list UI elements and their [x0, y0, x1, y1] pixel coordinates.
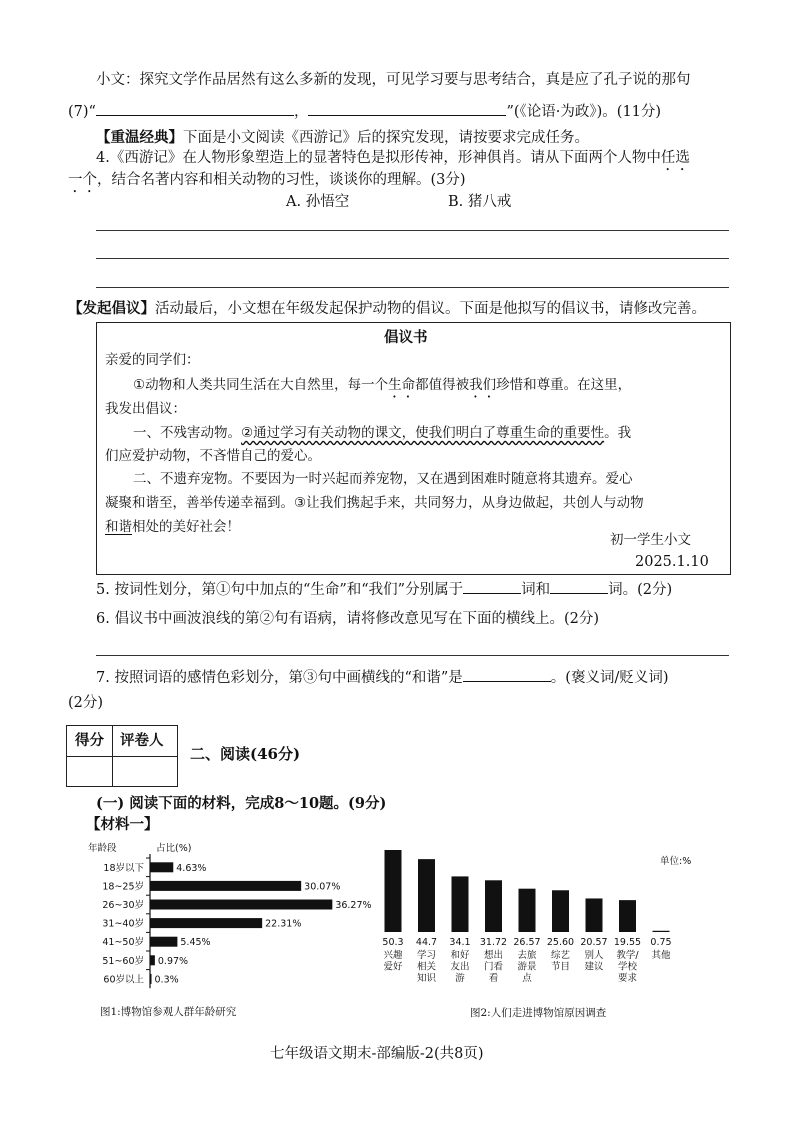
proposal-signature: 初一学生小文 [610, 532, 691, 548]
value-label: 19.55 [613, 937, 642, 948]
section-proposal-heading: 【发起倡议】活动最后，小文想在年级发起保护动物的倡议。下面是他拟写的倡议书，请修改完善。 [68, 300, 706, 317]
bar [150, 881, 301, 891]
proposal-paragraph-2-cont: 们应爱护动物，不吝惜自己的爱心。 [105, 448, 321, 464]
material1-label: 【材料一】 [86, 816, 159, 833]
question-7-score: (2分) [68, 695, 104, 711]
question-6: 6. 倡议书中画波浪线的第②句有语病，请将修改意见写在下面的横线上。(2分) [96, 611, 599, 627]
bar [385, 850, 402, 932]
dotted-word-life: 生命 [388, 377, 416, 393]
question-7-fill: (7)“ ， ”(《论语·为政》)。(11分) [68, 101, 661, 122]
category-label: 要求 [617, 973, 638, 984]
reading-part1-instruction: (一) 阅读下面的材料，完成8～10题。(9分) [96, 795, 387, 812]
unit-label: 单位:% [660, 856, 692, 867]
value-label: 25.60 [546, 937, 575, 948]
option-a: A. 孙悟空 [286, 194, 350, 210]
proposal-greeting: 亲爱的同学们： [105, 352, 200, 368]
value-label: 4.63% [176, 862, 207, 874]
category-label: 教学/ [616, 950, 639, 961]
answer-line[interactable] [96, 258, 729, 259]
proposal-paragraph-2: 一、不残害动物。②通过学习有关动物的课文，使我们明白了尊重生命的重要性。我 [133, 425, 632, 441]
category-label: 门看 [483, 961, 504, 973]
category-label: 18~25岁 [102, 881, 144, 893]
answer-blank[interactable] [308, 101, 506, 116]
category-label: 去旅 [517, 950, 537, 961]
category-label: 60岁以上 [103, 974, 144, 986]
value-label: 5.45% [180, 937, 211, 949]
score-label: 得分 [75, 732, 104, 749]
proposal-paragraph-3: 二、不遗弃宠物。不要因为一时兴起而养宠物，又在遇到困难时随意将其遗弃。爱心 [133, 471, 633, 487]
category-label: 41~50岁 [102, 937, 144, 949]
value-label: 44.7 [415, 937, 438, 948]
bar [552, 890, 569, 932]
bar [619, 900, 636, 932]
question-7: 7. 按照词语的感情色彩划分，第③句中画横线的“和谐”是 。(褒义词/贬义词) [96, 667, 668, 688]
proposal-date: 2025.1.10 [635, 554, 709, 570]
category-label: 建议 [584, 961, 604, 973]
answer-blank[interactable] [96, 101, 294, 116]
question-4-line1: 4.《西游记》在人物形象塑造上的显著特色是拟形传神，形神俱肖。请从下面两个人物中任选 [96, 150, 690, 166]
bar [586, 898, 603, 932]
category-label: 友出 [450, 961, 470, 973]
y-axis-label: 年龄段 [88, 843, 117, 854]
category-label: 游 [455, 973, 465, 984]
proposal-paragraph-1: ①动物和人类共同生活在大自然里，每一个生命都值得被我们珍惜和尊重。在这里， [133, 377, 632, 393]
reason-chart [372, 840, 732, 1020]
category-label: 点 [522, 973, 532, 984]
answer-blank[interactable] [463, 579, 521, 594]
value-label: 0.3% [154, 974, 179, 986]
answer-blank[interactable] [550, 579, 608, 594]
value-label: 31.72 [479, 937, 508, 948]
category-label: 别人 [584, 950, 604, 961]
value-label: 0.97% [157, 955, 189, 967]
proposal-paragraph-3-cont: 凝聚和谐至，善举传递幸福到。③让我们携起手来，共同努力，从身边做起，共创人与动物 [105, 495, 644, 511]
category-label: 兴趣 [383, 950, 403, 961]
score-input-cell[interactable] [68, 757, 110, 785]
age-chart [80, 836, 380, 1021]
value-label: 36.27% [335, 900, 372, 911]
proposal-paragraph-1-cont: 我发出倡议： [105, 401, 186, 417]
proposal-title: 倡议书 [384, 329, 428, 346]
bar [150, 955, 155, 965]
bar [485, 880, 502, 932]
intro-text: 小文：探究文学作品居然有这么多新的发现，可见学习要与思考结合，真是应了孔子说的那句 [96, 72, 691, 88]
category-label: 游景 [517, 961, 537, 973]
answer-line[interactable] [96, 230, 729, 231]
underlined-word-harmony: 和谐 [105, 519, 132, 535]
category-label: 学校 [617, 961, 638, 973]
category-label: 节目 [550, 961, 571, 973]
bar [150, 862, 173, 872]
category-label: 爱好 [383, 961, 403, 973]
option-b: B. 猪八戒 [448, 194, 512, 210]
category-label: 综艺 [550, 950, 571, 961]
bar [452, 876, 469, 932]
value-label: 34.1 [449, 937, 471, 948]
chart-title: 图1:博物馆参观人群年龄研究 [100, 1006, 237, 1018]
bar [653, 931, 670, 932]
bar [150, 900, 332, 910]
question-5: 5. 按词性划分，第①句中加点的“生命”和“我们”分别属于 词和 词。(2分) [96, 579, 672, 600]
page-footer: 七年级语文期末-部编版-2(共8页) [270, 1046, 484, 1062]
category-label: 51~60岁 [102, 955, 144, 967]
dotted-word-we: 我们 [469, 377, 497, 393]
chart-title: 图2:人们走进博物馆原因调查 [470, 1007, 607, 1019]
x-axis-label: 占比(%) [156, 843, 192, 854]
category-label: 看 [488, 973, 499, 984]
proposal-paragraph-3-end: 和谐相处的美好社会！ [105, 519, 240, 535]
reading-section-title: 二、阅读(46分) [190, 745, 301, 763]
value-label: 20.57 [580, 937, 608, 948]
category-label: 知识 [416, 973, 437, 984]
section-classic-heading: 【重温经典】下面是小文阅读《西游记》后的探究发现，请按要求完成任务。 [96, 129, 589, 146]
bar [519, 889, 536, 932]
category-label: 和好 [450, 950, 470, 961]
category-label: 学习 [416, 950, 437, 961]
category-label: 相关 [416, 961, 437, 973]
value-label: 26.57 [513, 937, 541, 948]
value-label: 0.75 [650, 937, 672, 948]
grader-input-cell[interactable] [114, 757, 176, 785]
question-4-line2: 一个，结合名著内容和相关动物的习性，谈谈你的理解。(3分) [68, 172, 466, 188]
value-label: 30.07% [304, 881, 341, 893]
answer-line[interactable] [96, 655, 729, 656]
bar [150, 918, 262, 928]
bar [150, 937, 177, 947]
bar [418, 859, 435, 932]
category-label: 其他 [651, 950, 671, 961]
category-label: 31~40岁 [102, 918, 144, 930]
answer-blank[interactable] [463, 667, 551, 682]
category-label: 想出 [483, 950, 504, 961]
value-label: 50.3 [382, 937, 404, 948]
value-label: 22.31% [265, 918, 302, 930]
grader-label: 评卷人 [120, 732, 164, 749]
answer-line[interactable] [96, 287, 729, 288]
category-label: 18岁以下 [103, 862, 144, 874]
category-label: 26~30岁 [102, 900, 144, 911]
wavy-sentence-2: ②通过学习有关动物的课文，使我们明白了尊重生命的重要性 [241, 425, 605, 441]
bar [150, 974, 152, 984]
